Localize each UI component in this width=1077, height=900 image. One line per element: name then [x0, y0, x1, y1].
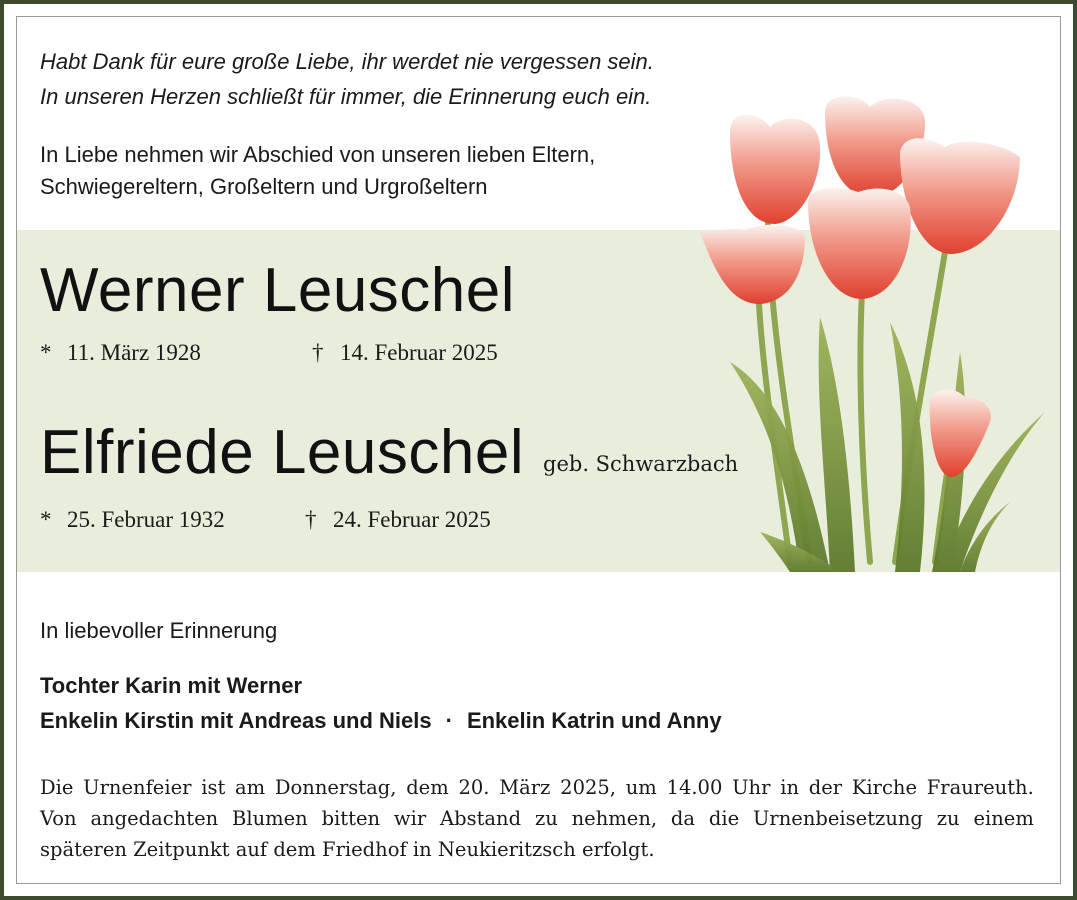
notice-word: Urnenfeier	[83, 776, 192, 799]
notice-word: ist	[201, 776, 226, 799]
notice-word: da	[670, 807, 696, 830]
notice-word: zu	[534, 807, 558, 830]
notice-word: Die	[40, 776, 74, 799]
notice-word: 2025,	[560, 776, 616, 799]
funeral-notice	[40, 772, 1034, 865]
born-name: geb. Schwarzbach	[543, 452, 739, 476]
notice-word: nehmen,	[571, 807, 658, 830]
family-line-2	[40, 703, 722, 738]
death-symbol: †	[305, 507, 317, 532]
tulips-illustration	[690, 92, 1060, 572]
deceased-name-werner: Werner Leuschel	[40, 256, 516, 325]
notice-word: Urnenbeisetzung	[752, 807, 923, 830]
notice-word: in	[780, 776, 799, 799]
death-symbol: †	[312, 340, 324, 365]
separator-dot: ·	[445, 708, 453, 733]
notice-word: der	[808, 776, 843, 799]
notice-word: Fraureuth.	[926, 776, 1034, 799]
notice-word: Blumen	[232, 807, 308, 830]
notice-line-1	[40, 772, 1034, 803]
notice-word: am	[235, 776, 266, 799]
notice-word: Uhr	[732, 776, 771, 799]
notice-word: dem	[406, 776, 449, 799]
notice-line-2	[40, 803, 1034, 834]
intro-text	[40, 139, 595, 203]
birth-date: 11. März 1928	[67, 340, 201, 365]
notice-word: Abstand	[440, 807, 522, 830]
notice-word: 20.	[458, 776, 490, 799]
notice-word: einem	[973, 807, 1034, 830]
memory-line: In liebevoller Erinnerung	[40, 618, 278, 643]
notice-word: die	[708, 807, 740, 830]
notice-word: Von	[40, 807, 77, 830]
family-grandchild-2: Enkelin Katrin und Anny	[466, 708, 722, 733]
notice-word: Kirche	[851, 776, 918, 799]
notice-word: angedachten	[90, 807, 219, 830]
death-date: 14. Februar 2025	[340, 340, 498, 365]
notice-word: März	[499, 776, 551, 799]
death-date: 24. Februar 2025	[333, 507, 491, 532]
birth-symbol: *	[40, 340, 52, 365]
notice-word: um	[625, 776, 657, 799]
poem-line-1: Habt Dank für eure große Liebe, ihr werdet nie vergessen sein.	[40, 49, 654, 74]
deceased-name-elfriede: Elfriede Leuschel	[40, 418, 525, 487]
intro-line-1: In Liebe nehmen wir Abschied von unseren lieben Eltern,	[40, 142, 596, 167]
notice-word: wir	[393, 807, 427, 830]
notice-word: bitten	[321, 807, 381, 830]
notice-line-3: späteren Zeitpunkt auf dem Friedhof in Neukieritzsch erfolgt.	[40, 838, 655, 861]
notice-word: 14.00	[666, 776, 723, 799]
intro-line-2: Schwiegereltern, Großeltern und Urgroßeltern	[40, 174, 488, 199]
notice-word: zu	[936, 807, 960, 830]
poem	[40, 44, 654, 114]
birth-date: 25. Februar 1932	[67, 507, 225, 532]
family-line-1: Tochter Karin mit Werner	[40, 673, 303, 698]
birth-symbol: *	[40, 507, 52, 532]
family-list	[40, 668, 722, 738]
poem-line-2: In unseren Herzen schließt für immer, die Erinnerung euch ein.	[40, 84, 652, 109]
notice-word: Donnerstag,	[274, 776, 397, 799]
family-grandchild-1: Enkelin Kirstin mit Andreas und Niels	[40, 708, 432, 733]
